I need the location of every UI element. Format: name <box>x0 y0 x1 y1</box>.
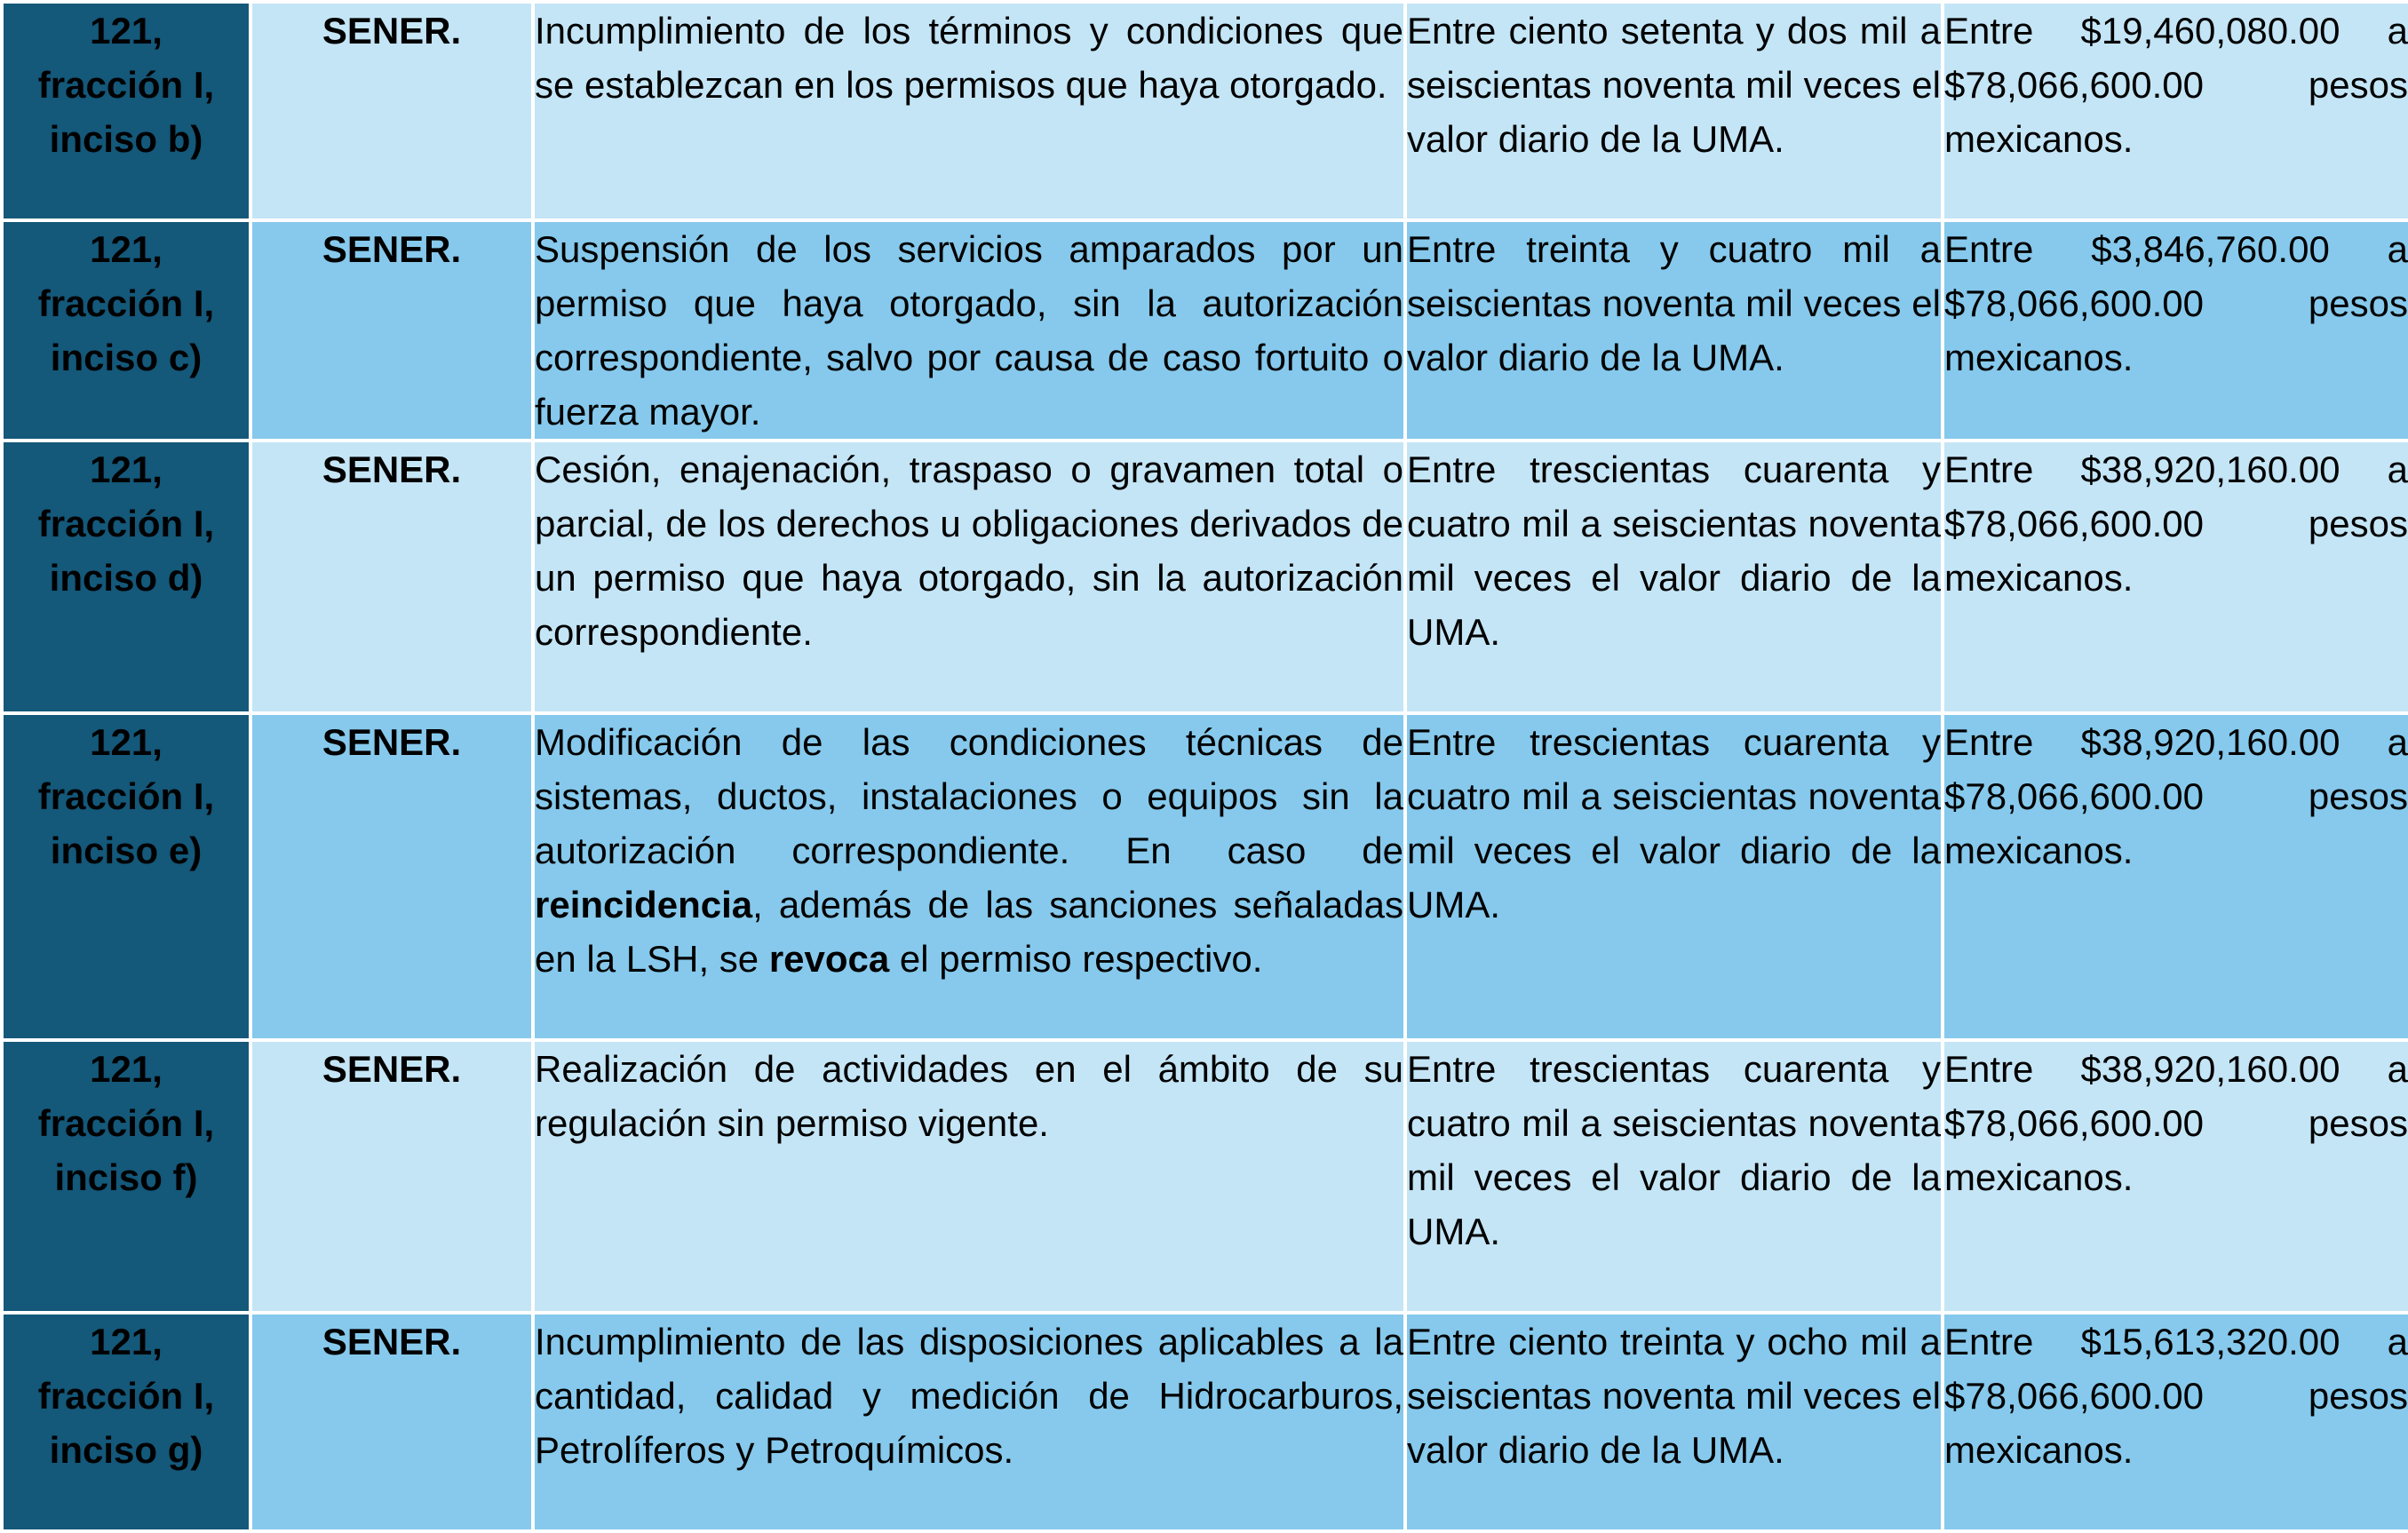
article-line: fracción I, <box>37 64 215 106</box>
emphasis-text: reincidencia <box>535 884 753 925</box>
authority-cell: SENER. <box>250 441 533 713</box>
article-line: 121, <box>90 1048 163 1090</box>
article-line: inciso c) <box>50 337 203 378</box>
article-line: 121, <box>90 228 163 270</box>
table-row <box>2 713 2408 1040</box>
amount-range-cell: Entre $19,460,080.00 a $78,066,600.00 pesos mexicanos. <box>1943 2 2408 220</box>
amount-range-cell: Entre $3,846,760.00 a $78,066,600.00 pesos mexicanos. <box>1943 220 2408 441</box>
article-line: 121, <box>90 721 163 763</box>
article-line: 121, <box>90 1321 163 1362</box>
article-cell <box>2 2 250 220</box>
authority-cell: SENER. <box>250 1313 533 1531</box>
conduct-cell <box>533 220 1405 441</box>
table-row <box>2 1313 2408 1531</box>
conduct-text: Incumplimiento de las disposiciones aplicables a la cantidad, calidad y medición de Hidrocarburos, Petrolíferos y Petroquímicos. <box>535 1321 1403 1471</box>
conduct-text: , además de las sanciones señaladas en la LSH, se <box>535 884 1403 980</box>
amount-range-cell: Entre $38,920,160.00 a $78,066,600.00 pesos mexicanos. <box>1943 713 2408 1040</box>
article-line: fracción I, <box>37 1102 215 1144</box>
conduct-text: el permiso respectivo. <box>889 938 1263 980</box>
article-line: inciso e) <box>50 830 203 871</box>
article-cell <box>2 713 250 1040</box>
authority-cell: SENER. <box>250 220 533 441</box>
uma-range-cell: Entre ciento treinta y ocho mil a seiscientas noventa mil veces el valor diario de la UMA. <box>1405 1313 1943 1531</box>
article-line: fracción I, <box>37 503 215 544</box>
amount-range-cell: Entre $38,920,160.00 a $78,066,600.00 pesos mexicanos. <box>1943 1040 2408 1313</box>
uma-range-cell: Entre trescientas cuarenta y cuatro mil a seiscientas noventa mil veces el valor diario de la UMA. <box>1405 441 1943 713</box>
conduct-text: Realización de actividades en el ámbito de su regulación sin permiso vigente. <box>535 1048 1403 1144</box>
conduct-text: Modificación de las condiciones técnicas de sistemas, ductos, instalaciones o equipos sin la autorización correspondiente. En caso de <box>535 721 1403 871</box>
article-line: 121, <box>90 449 163 490</box>
uma-range-cell: Entre trescientas cuarenta y cuatro mil a seiscientas noventa mil veces el valor diario de la UMA. <box>1405 713 1943 1040</box>
conduct-text: Cesión, enajenación, traspaso o gravamen total o parcial, de los derechos u obligaciones derivados de un permiso que haya otorgado, sin la autorización correspondiente. <box>535 449 1403 653</box>
article-line: inciso g) <box>49 1429 203 1471</box>
article-cell <box>2 1313 250 1531</box>
table-body <box>2 2 2408 1531</box>
article-line: fracción I, <box>37 775 215 817</box>
emphasis-text: revoca <box>768 938 890 980</box>
conduct-text: Suspensión de los servicios amparados por un permiso que haya otorgado, sin la autorización correspondiente, salvo por causa de caso fortuito o fuerza mayor. <box>535 228 1403 433</box>
conduct-cell <box>533 713 1405 1040</box>
amount-range-cell: Entre $38,920,160.00 a $78,066,600.00 pesos mexicanos. <box>1943 441 2408 713</box>
article-line: inciso d) <box>49 557 203 599</box>
conduct-cell <box>533 1040 1405 1313</box>
article-cell <box>2 441 250 713</box>
amount-range-cell: Entre $15,613,320.00 a $78,066,600.00 pesos mexicanos. <box>1943 1313 2408 1531</box>
article-line: 121, <box>90 10 163 52</box>
uma-range-cell: Entre treinta y cuatro mil a seiscientas noventa mil veces el valor diario de la UMA. <box>1405 220 1943 441</box>
conduct-cell <box>533 2 1405 220</box>
article-cell <box>2 1040 250 1313</box>
authority-cell: SENER. <box>250 2 533 220</box>
uma-range-cell: Entre trescientas cuarenta y cuatro mil a seiscientas noventa mil veces el valor diario de la UMA. <box>1405 1040 1943 1313</box>
table-row <box>2 220 2408 441</box>
article-line: inciso f) <box>54 1156 198 1198</box>
article-line: fracción I, <box>37 1375 215 1417</box>
authority-cell: SENER. <box>250 1040 533 1313</box>
uma-range-cell: Entre ciento setenta y dos mil a seiscientas noventa mil veces el valor diario de la UMA. <box>1405 2 1943 220</box>
article-cell <box>2 220 250 441</box>
conduct-cell <box>533 441 1405 713</box>
article-line: inciso b) <box>49 118 203 160</box>
authority-cell: SENER. <box>250 713 533 1040</box>
table-row <box>2 1040 2408 1313</box>
article-line: fracción I, <box>37 282 215 324</box>
table-row <box>2 2 2408 220</box>
conduct-cell <box>533 1313 1405 1531</box>
table-row <box>2 441 2408 713</box>
conduct-text: Incumplimiento de los términos y condiciones que se establezcan en los permisos que haya otorgado. <box>535 10 1403 106</box>
